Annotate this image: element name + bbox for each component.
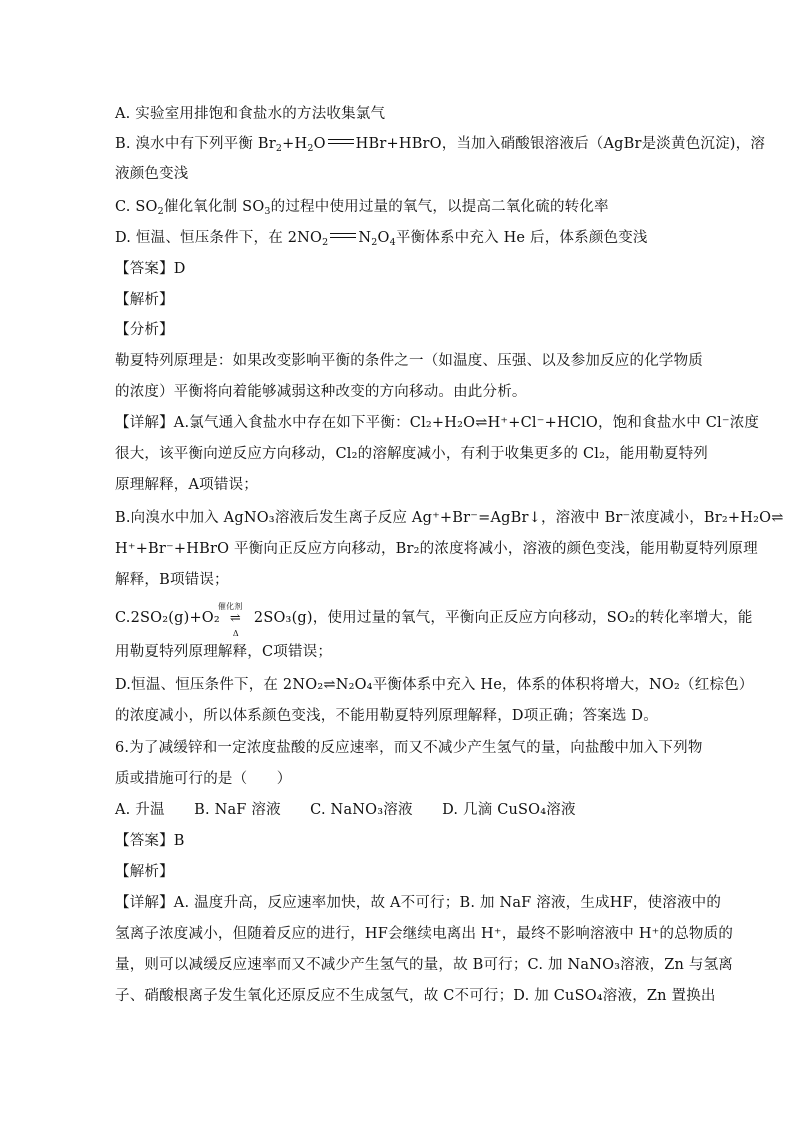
equilibrium-arrow-icon bbox=[328, 138, 354, 146]
q5-option-b-continued: 液颜色变浅 bbox=[115, 166, 189, 182]
q6-detail-line-1: 【详解】A. 温度升高，反应速率加快，故 A不可行；B. 加 NaF 溶液，生成HF，使溶液中的 bbox=[115, 895, 722, 911]
q5-option-d-text-1: D. 恒温、恒压条件下，在 2NO bbox=[115, 230, 323, 246]
q6-detail-line-3: 量，则可以减缓反应速率而又不减少产生氢气的量，故 B可行；C. 加 NaNO₃溶液，Zn 与氢离 bbox=[115, 957, 734, 973]
q5-detail-a-line-3: 原理解释，A项错误； bbox=[115, 477, 258, 493]
q5-analysis-heading: 【解析】 bbox=[115, 292, 174, 308]
q5-option-b-text-3: O bbox=[313, 136, 326, 152]
q5-detail-a-line-1: 【详解】A.氯气通入食盐水中存在如下平衡：Cl₂+H₂O⇌H⁺+Cl⁻+HClO，饱和食盐水中 Cl⁻浓度 bbox=[115, 415, 760, 431]
catalyst-label: 催化剂 bbox=[217, 602, 243, 611]
q5-option-c: C. $SO_2$催化氧化制 $SO_3$的过程中使用过量的氧气，以提高二氧化硫的转化率 bbox=[115, 199, 609, 217]
q5-option-b-text-2: +H bbox=[282, 136, 308, 152]
q6-detail-line-2: 氢离子浓度减小，但随着反应的进行，HF会继续电离出 H⁺，最终不影响溶液中 H⁺的总物质的 bbox=[115, 926, 734, 942]
q5-detail-a-line-2: 很大，该平衡向逆反应方向移动，Cl₂的溶解度减小，有利于收集更多的 Cl₂，能用勒夏特列 bbox=[115, 446, 708, 462]
q5-detail-c-line-2: 用勒夏特列原理解释，C项错误； bbox=[115, 644, 333, 660]
q5-option-d-text-2: N bbox=[358, 230, 372, 246]
q5-option-b-text-1: B. 溴水中有下列平衡 Br bbox=[115, 136, 276, 152]
q6-detail-line-4: 子、硝酸根离子发生氧化还原反应不生成氢气，故 C不可行；D. 加 CuSO₄溶液，Zn 置换出 bbox=[115, 988, 716, 1004]
q5-option-c-text-1: C. SO bbox=[115, 199, 158, 215]
q6-analysis-heading: 【解析】 bbox=[115, 864, 174, 880]
q5-option-a: A. 实验室用排饱和食盐水的方法收集氯气 bbox=[115, 106, 386, 122]
q5-option-c-text-2: 催化氧化制 SO bbox=[163, 199, 265, 215]
q5-detail-b-line-1: B.向溴水中加入 AgNO₃溶液后发生离子反应 Ag⁺+Br⁻=AgBr↓，溶液中 Br⁻浓度减小，Br₂+H₂O⇌ bbox=[115, 510, 784, 526]
q5-option-b: B. 溴水中有下列平衡 $Br_2+H_2O$ HBr+HBrO，当加入硝酸银溶液后（AgBr是淡黄色沉淀)，溶 bbox=[115, 136, 766, 154]
catalyst-arrow-icon bbox=[217, 602, 250, 638]
q5-detail-b-line-2: H⁺+Br⁻+HBrO 平衡向正反应方向移动，Br₂的浓度将减小，溶液的颜色变浅，能用勒夏特列原理 bbox=[115, 541, 758, 557]
q6-stem-line-2: 质或措施可行的是（ ） bbox=[115, 771, 292, 787]
q5-option-d-text-4: 平衡体系中充入 He 后，体系颜色变浅 bbox=[395, 230, 648, 246]
q6-options: A. 升温 B. NaF 溶液 C. NaNO₃溶液 D. 几滴 CuSO₄溶液 bbox=[115, 802, 576, 818]
q5-answer: 【答案】D bbox=[115, 261, 186, 277]
equilibrium-symbol: ⇌ bbox=[229, 611, 241, 626]
q5-fenxi-line-2: 的浓度）平衡将向着能够减弱这种改变的方向移动。由此分析。 bbox=[115, 384, 527, 400]
q5-option-d: D. 恒温、恒压条件下，在 $2NO_2$ $N_2O_4$平衡体系中充入 He 后，体系颜色变浅 bbox=[115, 230, 648, 248]
heat-symbol: Δ bbox=[232, 629, 239, 638]
equilibrium-arrow-icon bbox=[330, 232, 356, 240]
q5-detail-c-line-1 bbox=[115, 602, 753, 638]
q6-stem-line-1: 6.为了减缓锌和一定浓度盐酸的反应速率，而又不减少产生氢气的量，向盐酸中加入下列物 bbox=[115, 740, 703, 756]
q5-option-b-text-4: HBr+HBrO，当加入硝酸银溶液后（AgBr是淡黄色沉淀)，溶 bbox=[355, 136, 766, 152]
q5-detail-b-line-3: 解释，B项错误； bbox=[115, 572, 229, 588]
q5-option-c-text-3: 的过程中使用过量的氧气，以提高二氧化硫的转化率 bbox=[270, 199, 609, 215]
q5-detail-d-line-2: 的浓度减小，所以体系颜色变浅，不能用勒夏特列原理解释，D项正确；答案选 D。 bbox=[115, 708, 658, 724]
q5-fenxi-line-1: 勒夏特列原理是：如果改变影响平衡的条件之一（如温度、压强、以及参加反应的化学物质 bbox=[115, 353, 703, 369]
q6-answer: 【答案】B bbox=[115, 833, 185, 849]
q5-detail-c-text-1: C.2SO₂(g)+O₂ bbox=[115, 610, 220, 626]
q5-detail-d-line-1: D.恒温、恒压条件下，在 2NO₂⇌N₂O₄平衡体系中充入 He，体系的体积将增大，NO₂（红棕色） bbox=[115, 677, 754, 693]
q5-detail-c-text-2: 2SO₃(g)，使用过量的氧气，平衡向正反应方向移动，SO₂的转化率增大，能 bbox=[253, 610, 753, 626]
q5-fenxi-heading: 【分析】 bbox=[115, 322, 174, 338]
q5-option-d-text-3: O bbox=[377, 230, 390, 246]
